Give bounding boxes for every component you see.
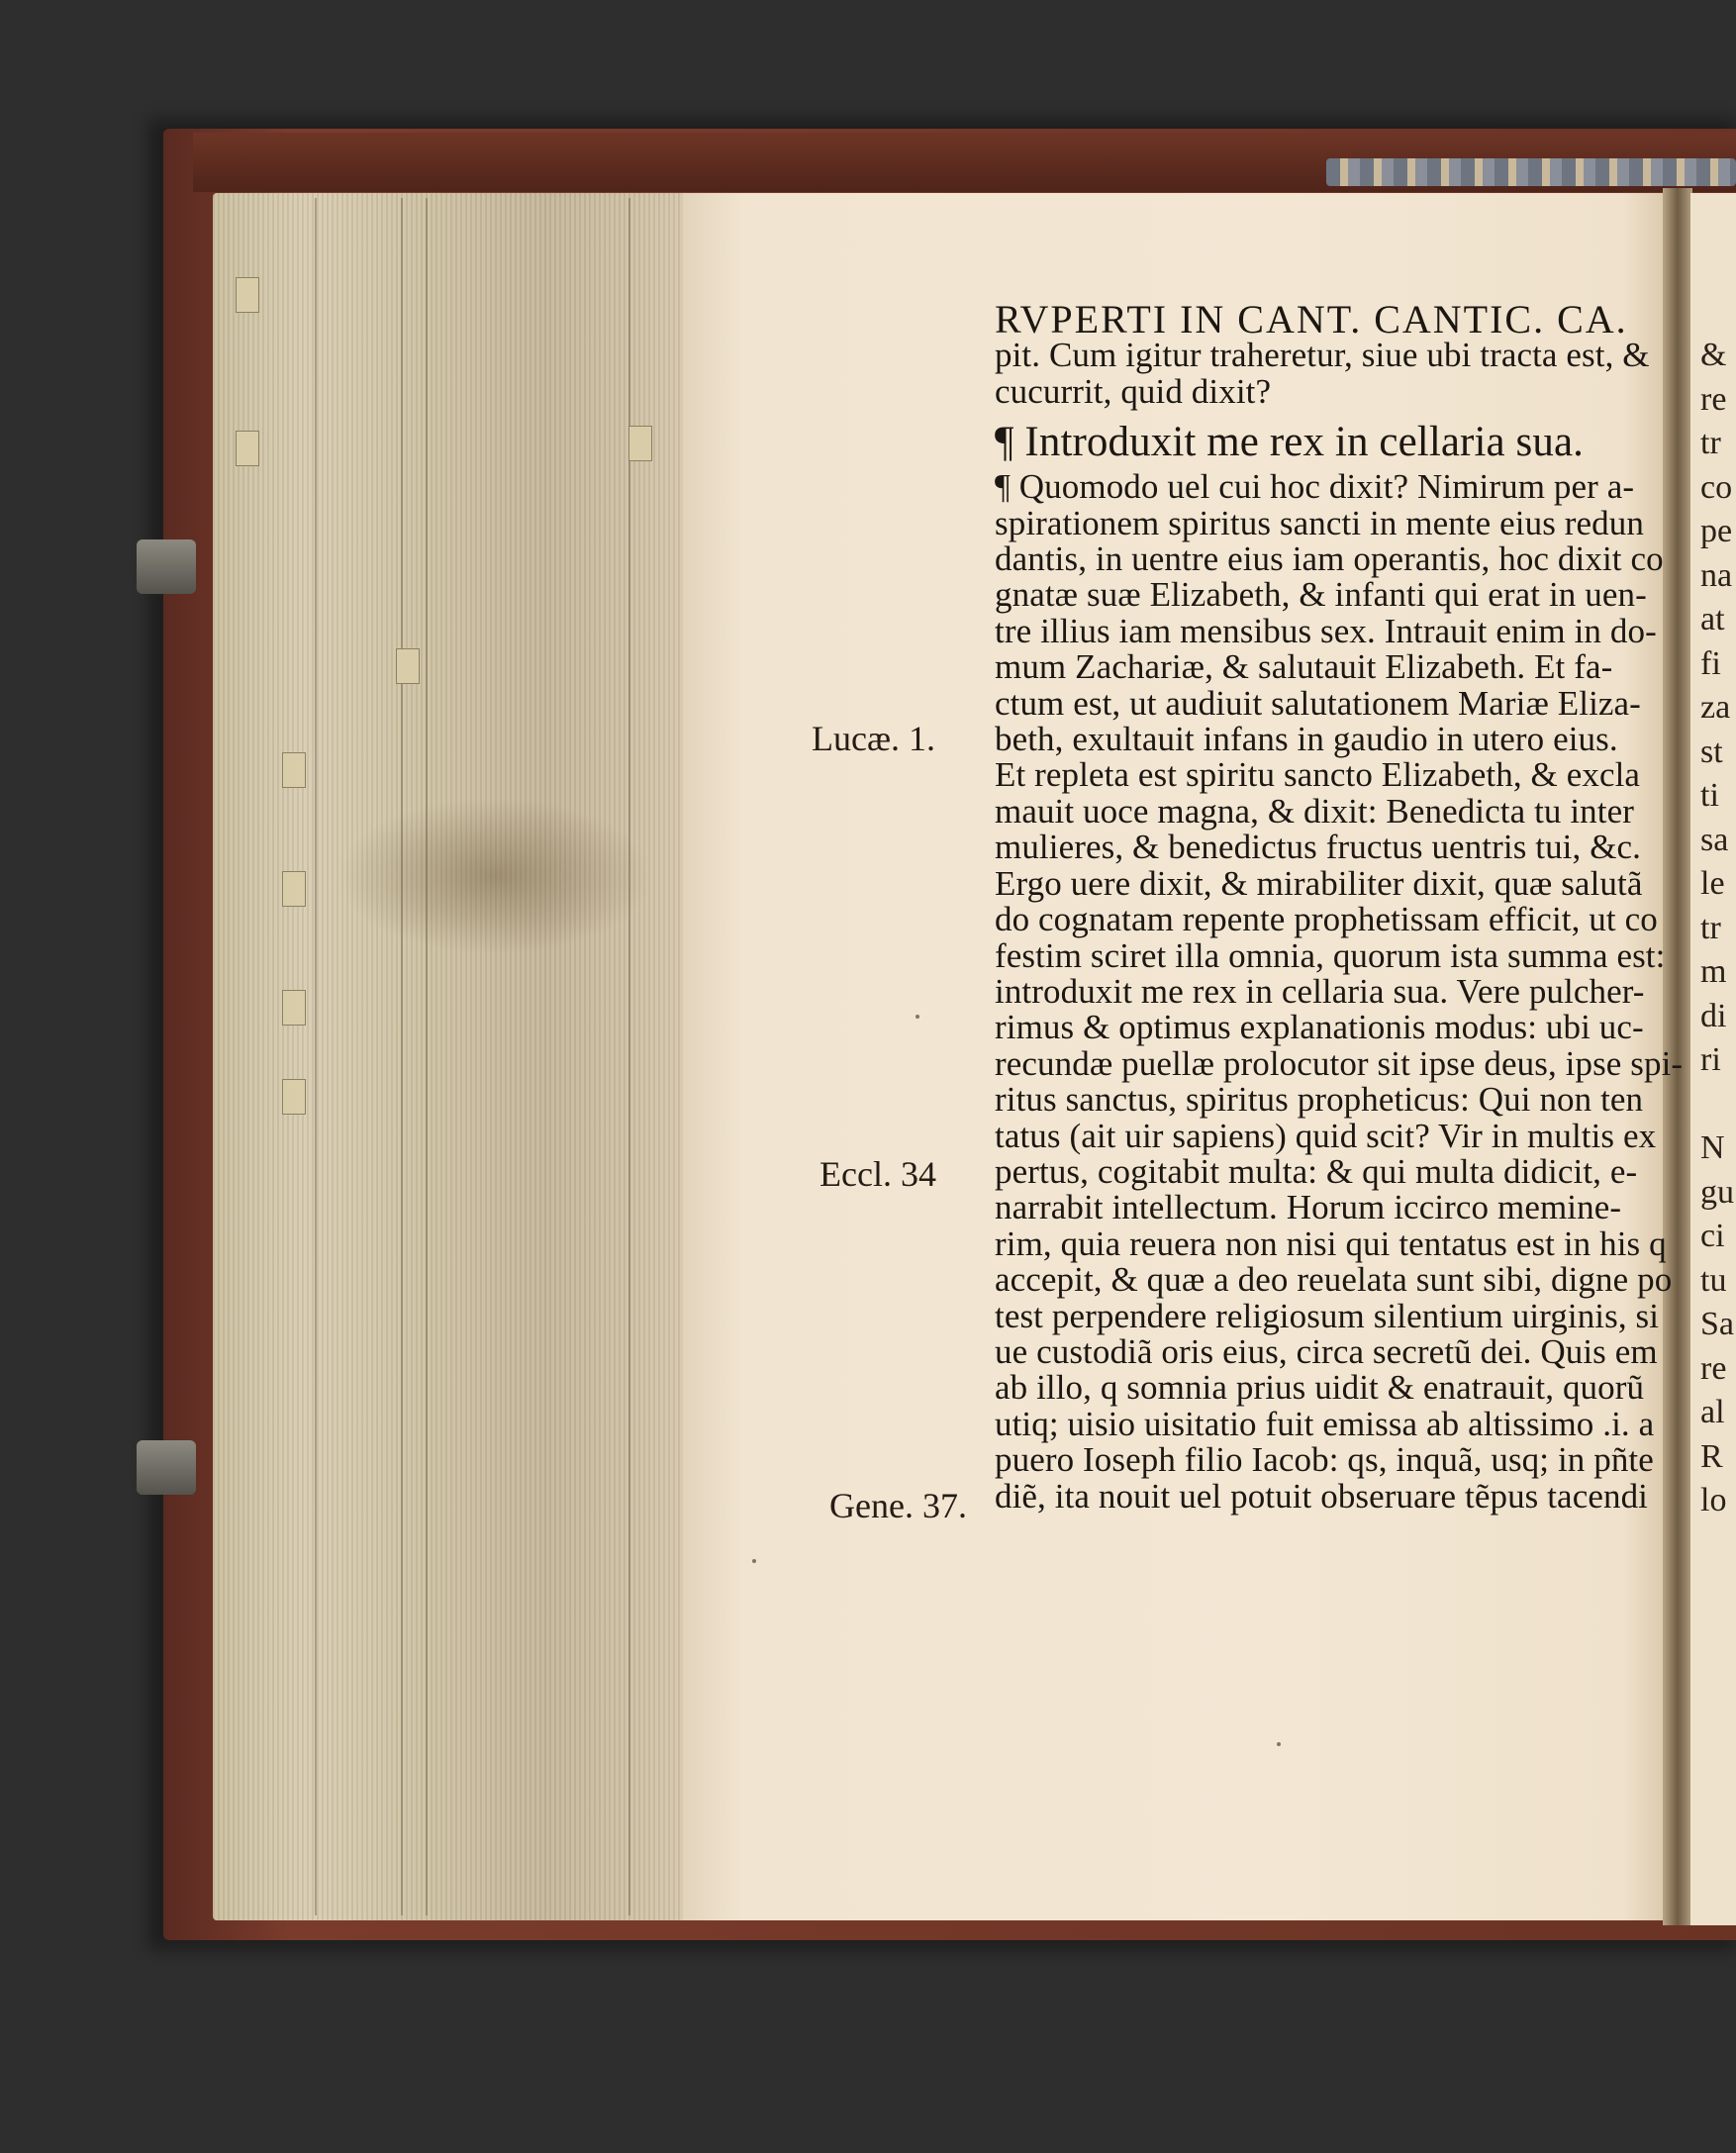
page-speck xyxy=(1277,1742,1281,1746)
next-page-text-fragment: le xyxy=(1700,865,1725,902)
next-page-text-fragment: ci xyxy=(1700,1218,1725,1254)
text-line: ¶ Quomodo uel cui hoc dixit? Nimirum per a- xyxy=(995,467,1635,507)
page-speck xyxy=(752,1559,756,1563)
text-line: mum Zachariæ, & salutauit Elizabeth. Et fa- xyxy=(995,647,1613,687)
text-line: pit. Cum igitur traheretur, siue ubi tracta est, & xyxy=(995,336,1650,375)
text-line: ritus sanctus, spiritus propheticus: Qui non ten xyxy=(995,1080,1644,1120)
text-line: ab illo, q somnia prius uidit & enatrauit, quorũ xyxy=(995,1368,1645,1408)
incipit: ¶ Introduxit me rex in cellaria sua. xyxy=(995,419,1585,466)
next-page-text-fragment: m xyxy=(1700,953,1727,990)
page-edge-stain xyxy=(337,797,653,955)
text-line: cucurrit, quid dixit? xyxy=(995,371,1272,411)
next-page-text-fragment: pe xyxy=(1700,513,1733,549)
clasp xyxy=(137,539,196,594)
next-page-text-fragment: tr xyxy=(1700,909,1721,946)
page-tab xyxy=(282,990,306,1026)
text-line: ctum est, ut audiuit salutationem Mariæ Eliza- xyxy=(995,683,1641,723)
text-line: Ergo uere dixit, & mirabiliter dixit, quæ salutã xyxy=(995,863,1643,903)
next-page-text-fragment: tr xyxy=(1700,425,1721,461)
next-page-text-fragment: st xyxy=(1700,733,1723,770)
next-page-text-fragment: sa xyxy=(1700,821,1729,858)
text-line: festim sciret illa omnia, quorum ista summa est: xyxy=(995,935,1666,975)
page-edges xyxy=(213,193,688,1920)
text-line: accepit, & quæ a deo reuelata sunt sibi, digne po xyxy=(995,1260,1673,1300)
headband xyxy=(1326,158,1736,186)
next-page-text-fragment: R xyxy=(1700,1437,1723,1475)
page-edge-divider xyxy=(315,198,317,1915)
text-line: mulieres, & benedictus fructus uentris tui, &c. xyxy=(995,828,1642,867)
text-line: gnatæ suæ Elizabeth, & infanti qui erat in uen- xyxy=(995,575,1647,615)
margin-note-ecclesiasticus: Eccl. 34 xyxy=(820,1154,936,1194)
text-line: mauit uoce magna, & dixit: Benedicta tu inter xyxy=(995,791,1634,831)
page-speck xyxy=(916,1015,919,1019)
clasp xyxy=(137,1440,196,1495)
text-line: test perpendere religiosum silentium uirginis, si xyxy=(995,1296,1660,1335)
next-page-text-fragment: N xyxy=(1700,1129,1725,1166)
text-line: puero Ioseph filio Iacob: qs, inquã, usq; in pñte xyxy=(995,1440,1654,1480)
text-line: diẽ, ita nouit uel potuit obseruare tẽpus tacendi xyxy=(995,1476,1648,1516)
page-tab xyxy=(282,752,306,788)
next-page-text-fragment: di xyxy=(1700,997,1727,1034)
next-page-text-fragment: al xyxy=(1700,1394,1725,1430)
margin-note-genesis: Gene. 37. xyxy=(829,1486,967,1525)
margin-note-luke: Lucæ. 1. xyxy=(812,719,935,758)
next-page-text-fragment: re xyxy=(1700,380,1727,418)
next-page-text-fragment: Sa xyxy=(1700,1306,1734,1342)
text-line: dantis, in uentre eius iam operantis, hoc dixit co xyxy=(995,539,1664,579)
next-page-text-fragment: za xyxy=(1700,689,1731,726)
next-page-text-fragment: ti xyxy=(1700,777,1719,814)
next-page-text-fragment: lo xyxy=(1700,1482,1727,1518)
next-page-text-fragment: ri xyxy=(1700,1041,1721,1078)
text-line: tre illius iam mensibus sex. Intrauit enim in do- xyxy=(995,611,1657,650)
next-page-text-fragment: & xyxy=(1700,337,1727,373)
page-tab xyxy=(282,1079,306,1115)
page-tab xyxy=(236,277,259,313)
text-line: Et repleta est spiritu sancto Elizabeth, & excla xyxy=(995,755,1641,795)
page-edge-divider xyxy=(401,198,403,1915)
page-tab xyxy=(236,431,259,466)
main-text xyxy=(995,297,1684,1516)
text-line: recundæ puellæ prolocutor sit ipse deus, ipse spi- xyxy=(995,1043,1684,1083)
text-line: rim, quia reuera non nisi qui tentatus est in his q xyxy=(995,1223,1667,1263)
next-page-text-fragment: re xyxy=(1700,1349,1727,1387)
next-page-text-fragment: at xyxy=(1700,601,1725,637)
next-page-text-fragment: na xyxy=(1700,556,1733,594)
page-tab xyxy=(282,871,306,907)
text-line: spirationem spiritus sancti in mente eius redun xyxy=(995,503,1644,542)
text-line: rimus & optimus explanationis modus: ubi uc- xyxy=(995,1008,1644,1047)
running-head: RVPERTI IN CANT. CANTIC. CA. xyxy=(995,297,1628,342)
text-line: beth, exultauit infans in gaudio in utero eius. xyxy=(995,720,1618,759)
text-line: introduxit me rex in cellaria sua. Vere pulcher- xyxy=(995,971,1645,1011)
text-line: ue custodiã oris eius, circa secretũ dei. Quis em xyxy=(995,1331,1658,1371)
page-tab xyxy=(396,648,420,684)
next-page-text-fragment: co xyxy=(1700,468,1733,506)
next-page-edge xyxy=(1690,193,1736,1925)
body-text xyxy=(995,467,1684,1516)
next-page-text-fragment: fi xyxy=(1700,644,1721,682)
text-line: do cognatam repente prophetissam efficit, ut co xyxy=(995,900,1658,939)
next-page-text-fragment: tu xyxy=(1700,1261,1727,1299)
next-page-text-fragment: gu xyxy=(1700,1173,1734,1211)
text-line: tatus (ait uir sapiens) quid scit? Vir in multis ex xyxy=(995,1116,1657,1155)
page-tab xyxy=(628,426,652,461)
page-edge-divider xyxy=(426,198,428,1915)
text-line: pertus, cogitabit multa: & qui multa didicit, e- xyxy=(995,1151,1638,1191)
text-line: narrabit intellectum. Horum iccirco memine- xyxy=(995,1188,1622,1227)
text-line: utiq; uisio uisitatio fuit emissa ab altissimo .i. a xyxy=(995,1404,1655,1443)
